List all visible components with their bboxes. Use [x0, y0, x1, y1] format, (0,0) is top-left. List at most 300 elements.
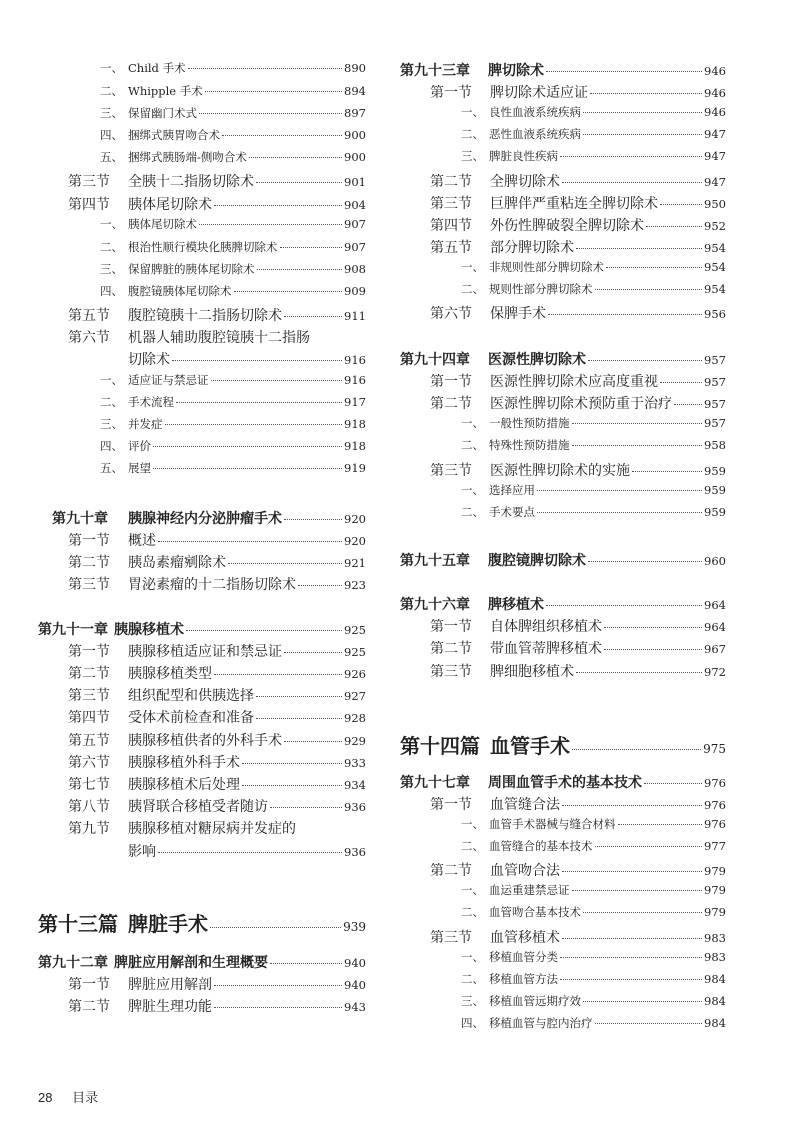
dot-leader [632, 471, 702, 472]
dot-leader [222, 135, 342, 136]
dot-leader [537, 512, 702, 513]
toc-entry-label: 一、 [100, 61, 123, 75]
toc-entry-label: 第一节 [430, 797, 472, 813]
toc-chapter-entry[interactable] [38, 619, 366, 639]
toc-entry-title: 移植血管远期疗效 [489, 994, 581, 1008]
toc-entry-label: 二、 [100, 395, 123, 409]
dot-leader [588, 561, 702, 562]
toc-subsection-entry[interactable] [461, 437, 726, 453]
toc-entry-label: 第十四篇 [400, 734, 480, 758]
toc-entry-label: 第二节 [68, 666, 110, 682]
toc-subsection-entry[interactable] [100, 283, 366, 299]
toc-page-number: 959 [704, 464, 726, 478]
toc-section-entry[interactable] [430, 794, 726, 814]
toc-entry-label: 一、 [461, 260, 484, 274]
toc-page-number: 975 [703, 742, 726, 756]
dot-leader [214, 985, 342, 986]
toc-subsection-entry[interactable] [461, 148, 726, 164]
dot-leader [583, 112, 702, 113]
toc-entry-label: 一、 [461, 817, 484, 831]
toc-entry-title: 手术要点 [489, 505, 535, 519]
toc-entry-title: 带血管蒂脾移植术 [490, 641, 602, 657]
toc-page-number: 947 [704, 175, 726, 189]
toc-page-number: 957 [704, 416, 726, 430]
toc-subsection-entry[interactable] [461, 993, 726, 1009]
toc-entry-label: 第九十二章 [38, 955, 108, 971]
toc-subsection-entry[interactable] [461, 816, 726, 832]
toc-subsection-entry[interactable] [461, 415, 726, 431]
dot-leader [270, 963, 342, 964]
toc-page-number: 977 [704, 839, 726, 853]
toc-entry-label: 第三节 [68, 577, 110, 593]
toc-page-number: 929 [344, 734, 366, 748]
toc-page-number: 947 [704, 127, 726, 141]
toc-subsection-entry[interactable] [461, 281, 726, 297]
toc-subsection-entry[interactable] [461, 949, 726, 965]
toc-entry-label: 第九节 [68, 821, 110, 837]
dot-leader [583, 134, 702, 135]
dot-leader [562, 871, 702, 872]
toc-entry-label: 第一节 [68, 644, 110, 660]
dot-leader [242, 763, 342, 764]
toc-section-entry[interactable] [68, 552, 366, 572]
dot-leader [199, 113, 342, 114]
toc-subsection-entry[interactable] [461, 504, 726, 520]
toc-section-entry[interactable] [68, 707, 366, 727]
toc-entry-label: 第二节 [430, 863, 472, 879]
dot-leader [256, 718, 342, 719]
toc-entry-label: 一、 [461, 950, 484, 964]
running-title: 目录 [72, 1090, 99, 1105]
toc-entry-title: 机器人辅助腹腔镜胰十二指肠 [128, 330, 310, 346]
toc-entry-label: 第一节 [68, 533, 110, 549]
dot-leader [588, 360, 702, 361]
toc-entry-label: 第七节 [68, 777, 110, 793]
dot-leader [256, 182, 342, 183]
toc-subsection-entry[interactable] [100, 127, 366, 143]
toc-subsection-entry[interactable] [461, 259, 726, 275]
toc-entry-title: 医源性脾切除术 [488, 352, 586, 368]
dot-leader [604, 627, 702, 628]
toc-section-entry[interactable] [430, 82, 726, 102]
toc-entry-title: 巨脾伴严重粘连全脾切除术 [490, 196, 658, 212]
toc-section-entry[interactable] [68, 194, 366, 214]
toc-entry-label: 三、 [100, 417, 123, 431]
toc-subsection-entry[interactable] [100, 372, 366, 388]
toc-section-entry[interactable] [430, 171, 726, 191]
toc-page-number: 954 [704, 241, 726, 255]
toc-page-number: 933 [344, 756, 366, 770]
toc-entry-title: 腹腔镜胰十二指肠切除术 [128, 308, 282, 324]
dot-leader [199, 224, 342, 225]
dot-leader [572, 423, 703, 424]
toc-section-entry[interactable] [68, 663, 366, 683]
dot-leader [214, 674, 342, 675]
toc-section-entry[interactable] [68, 574, 366, 594]
toc-part-entry[interactable] [400, 730, 726, 759]
toc-entry-title: 周围血管手术的基本技术 [488, 775, 642, 791]
dot-leader [228, 563, 342, 564]
toc-subsection-entry[interactable] [461, 838, 726, 854]
dot-leader [153, 468, 342, 469]
toc-section-entry[interactable] [68, 327, 366, 347]
toc-entry-label: 四、 [100, 284, 123, 298]
toc-subsection-entry[interactable] [100, 105, 366, 121]
toc-page-number: 946 [704, 86, 726, 100]
toc-section-entry[interactable] [430, 303, 726, 323]
page-number: 28 [38, 1090, 53, 1105]
toc-entry-title: 移植血管分类 [489, 950, 558, 964]
dot-leader [211, 380, 343, 381]
toc-section-entry[interactable] [430, 661, 726, 681]
toc-section-entry[interactable] [68, 796, 366, 816]
dot-leader [153, 446, 342, 447]
dot-leader [284, 741, 342, 742]
page-footer [38, 1087, 114, 1106]
toc-entry-title: 捆绑式胰肠端-侧吻合术 [128, 150, 247, 164]
toc-section-entry[interactable] [68, 774, 366, 794]
toc-entry-label: 一、 [100, 373, 123, 387]
dot-leader [576, 672, 702, 673]
dot-leader [562, 938, 702, 939]
toc-entry-title: 胰肾联合移植受者随访 [128, 799, 268, 815]
toc-subsection-entry[interactable] [461, 904, 726, 920]
toc-part-entry[interactable] [38, 908, 366, 937]
toc-entry-title: 脾移植术 [488, 597, 544, 613]
toc-entry-label: 第四节 [68, 710, 110, 726]
toc-chapter-entry[interactable] [38, 952, 366, 972]
toc-entry-title: 捆绑式胰胃吻合术 [128, 128, 220, 142]
dot-leader [537, 490, 702, 491]
toc-entry-title: 胰腺移植适应证和禁忌证 [128, 644, 282, 660]
dot-leader [606, 267, 702, 268]
toc-entry-label: 二、 [461, 905, 484, 919]
toc-page-number: 979 [704, 864, 726, 878]
toc-entry-title: 胰腺神经内分泌肿瘤手术 [128, 511, 282, 527]
toc-section-entry[interactable] [68, 752, 366, 772]
dot-leader [674, 404, 702, 405]
toc-page-number: 908 [344, 262, 366, 276]
toc-page-number: 916 [344, 353, 366, 367]
dot-leader [562, 805, 702, 806]
toc-entry-label: 第三节 [68, 174, 110, 190]
toc-section-entry[interactable] [68, 730, 366, 750]
dot-leader [214, 1007, 342, 1008]
toc-entry-label: 第四节 [68, 197, 110, 213]
toc-entry-title: 移植血管方法 [489, 972, 558, 986]
toc-subsection-entry[interactable] [100, 438, 366, 454]
toc-page-number: 919 [344, 461, 366, 475]
toc-entry-title: 展望 [128, 461, 151, 475]
toc-entry-label: 第二节 [430, 174, 472, 190]
dot-leader [644, 783, 702, 784]
dot-leader [249, 157, 342, 158]
toc-page-number: 894 [344, 84, 366, 98]
toc-entry-title: 适应证与禁忌证 [128, 373, 209, 387]
toc-subsection-entry[interactable] [100, 239, 366, 255]
dot-leader [595, 1023, 703, 1024]
toc-continuation-line[interactable] [128, 349, 366, 369]
toc-section-entry[interactable] [68, 974, 366, 994]
toc-section-entry[interactable] [68, 996, 366, 1016]
toc-subsection-entry[interactable] [100, 394, 366, 410]
toc-entry-label: 第三节 [68, 688, 110, 704]
toc-section-entry[interactable] [430, 371, 726, 391]
toc-entry-label: 第九十章 [52, 511, 108, 527]
toc-entry-label: 第一节 [68, 977, 110, 993]
toc-page-number: 890 [344, 61, 366, 75]
toc-page-number: 983 [704, 950, 726, 964]
toc-page-number: 950 [704, 197, 726, 211]
toc-entry-label: 三、 [461, 994, 484, 1008]
dot-leader [572, 890, 703, 891]
dot-leader [165, 424, 343, 425]
toc-section-entry[interactable] [68, 171, 366, 191]
toc-page-number: 954 [704, 282, 726, 296]
toc-entry-title: 根治性顺行模块化胰脾切除术 [128, 240, 278, 254]
toc-section-entry[interactable] [430, 616, 726, 636]
toc-entry-title: 腹腔镜胰体尾切除术 [128, 284, 232, 298]
toc-chapter-entry[interactable] [400, 60, 726, 80]
toc-entry-title: 血运重建禁忌证 [489, 883, 570, 897]
toc-page-number: 920 [344, 512, 366, 526]
toc-section-entry[interactable] [430, 860, 726, 880]
toc-page-number: 900 [344, 150, 366, 164]
toc-entry-label: 第三节 [430, 930, 472, 946]
toc-entry-title: 脾脏应用解剖 [128, 977, 212, 993]
toc-entry-label: 五、 [100, 150, 123, 164]
toc-entry-title: 自体脾组织移植术 [490, 619, 602, 635]
dot-leader [546, 605, 702, 606]
toc-page-number: 940 [344, 956, 366, 970]
dot-leader [270, 807, 342, 808]
toc-entry-title: 脾细胞移植术 [490, 664, 574, 680]
toc-page-number: 964 [704, 598, 726, 612]
toc-entry-title: 全胰十二指肠切除术 [128, 174, 254, 190]
toc-entry-label: 一、 [461, 105, 484, 119]
toc-page-number: 967 [704, 642, 726, 656]
toc-subsection-entry[interactable] [461, 126, 726, 142]
toc-subsection-entry[interactable] [100, 460, 366, 476]
toc-entry-title: 非规则性部分脾切除术 [489, 260, 604, 274]
toc-page-number: 936 [344, 845, 366, 859]
toc-section-entry[interactable] [430, 927, 726, 947]
toc-section-entry[interactable] [430, 215, 726, 235]
toc-page-number: 947 [704, 149, 726, 163]
toc-entry-title: 胰腺移植对糖尿病并发症的 [128, 821, 296, 837]
toc-entry-title: 胰体尾切除术 [128, 217, 197, 231]
toc-entry-title: 胰腺移植供者的外科手术 [128, 733, 282, 749]
toc-page-number: 952 [704, 219, 726, 233]
toc-page-number: 926 [344, 667, 366, 681]
toc-entry-label: 第九十七章 [400, 775, 470, 791]
toc-entry-title: 保留脾脏的胰体尾切除术 [128, 262, 255, 276]
toc-chapter-entry[interactable] [400, 550, 726, 570]
toc-page-number: 972 [704, 665, 726, 679]
toc-page-number: 957 [704, 397, 726, 411]
toc-entry-title: 并发症 [128, 417, 163, 431]
toc-entry-label: 四、 [461, 1016, 484, 1030]
toc-page-number: 946 [704, 64, 726, 78]
toc-entry-title: 概述 [128, 533, 156, 549]
toc-page-number: 957 [704, 375, 726, 389]
dot-leader [298, 585, 342, 586]
toc-section-entry[interactable] [68, 641, 366, 661]
toc-page-number: 921 [344, 556, 366, 570]
toc-entry-label: 第三节 [430, 664, 472, 680]
dot-leader [595, 289, 703, 290]
toc-page-number: 959 [704, 483, 726, 497]
dot-leader [560, 957, 702, 958]
toc-page-number: 918 [344, 417, 366, 431]
toc-entry-label: 第九十五章 [400, 553, 470, 569]
toc-page-number: 954 [704, 260, 726, 274]
toc-section-entry[interactable] [68, 305, 366, 325]
toc-subsection-entry[interactable] [100, 60, 366, 76]
dot-leader [158, 541, 342, 542]
toc-entry-title: 胃泌素瘤的十二指肠切除术 [128, 577, 296, 593]
toc-entry-title: 胰腺移植术后处理 [128, 777, 240, 793]
toc-page-number: 897 [344, 106, 366, 120]
toc-continuation-line[interactable] [128, 841, 366, 861]
toc-entry-title: 保脾手术 [490, 306, 546, 322]
toc-entry-label: 第六节 [430, 306, 472, 322]
toc-page-number: 983 [704, 931, 726, 945]
toc-entry-title: 全脾切除术 [490, 174, 560, 190]
toc-entry-title: 恶性血液系统疾病 [489, 127, 581, 141]
toc-entry-title: 腹腔镜脾切除术 [488, 553, 586, 569]
dot-leader [646, 226, 702, 227]
toc-entry-title: 血管手术器械与缝合材料 [489, 817, 616, 831]
toc-entry-label: 第五节 [430, 240, 472, 256]
dot-leader [660, 204, 702, 205]
toc-subsection-entry[interactable] [461, 104, 726, 120]
toc-entry-title: 医源性脾切除术的实施 [490, 463, 630, 479]
toc-entry-title: 胰腺移植类型 [128, 666, 212, 682]
dot-leader [548, 314, 702, 315]
toc-page-number: 925 [344, 645, 366, 659]
toc-page-number: 939 [343, 920, 366, 934]
toc-page-number: 940 [344, 978, 366, 992]
toc-entry-title: 手术流程 [128, 395, 174, 409]
toc-section-entry[interactable] [430, 237, 726, 257]
toc-section-entry[interactable] [430, 638, 726, 658]
toc-subsection-entry[interactable] [461, 971, 726, 987]
toc-section-entry[interactable] [68, 685, 366, 705]
toc-entry-label: 四、 [100, 439, 123, 453]
toc-page-number: 958 [704, 438, 726, 452]
toc-page-number: 976 [704, 776, 726, 790]
toc-entry-label: 第二节 [430, 396, 472, 412]
toc-page-number: 928 [344, 711, 366, 725]
toc-entry-title: 受体术前检查和准备 [128, 710, 254, 726]
toc-page-number: 901 [344, 175, 366, 189]
toc-entry-label: 第六节 [68, 330, 110, 346]
toc-chapter-entry[interactable] [400, 594, 726, 614]
toc-page-number: 916 [344, 373, 366, 387]
toc-entry-title: 医源性脾切除术应高度重视 [490, 374, 658, 390]
toc-entry-label: 第五节 [68, 308, 110, 324]
toc-entry-title: 移植血管与腔内治疗 [489, 1016, 593, 1030]
toc-page-number: 946 [704, 105, 726, 119]
toc-entry-label: 一、 [100, 217, 123, 231]
toc-page-number: 984 [704, 994, 726, 1008]
dot-leader [158, 852, 342, 853]
toc-page-number: 957 [704, 353, 726, 367]
toc-entry-label: 第九十三章 [400, 63, 470, 79]
toc-page-number: 900 [344, 128, 366, 142]
toc-entry-label: 第八节 [68, 799, 110, 815]
toc-entry-title: 脾切除术 [488, 63, 544, 79]
toc-entry-label: 第九十四章 [400, 352, 470, 368]
toc-chapter-entry[interactable] [52, 508, 366, 528]
toc-subsection-entry[interactable] [100, 261, 366, 277]
dot-leader [590, 93, 702, 94]
toc-section-entry[interactable] [430, 460, 726, 480]
toc-entry-label: 二、 [461, 438, 484, 452]
toc-entry-label: 一、 [461, 883, 484, 897]
toc-section-entry[interactable] [430, 393, 726, 413]
toc-subsection-entry[interactable] [100, 149, 366, 165]
toc-entry-title: 血管移植术 [490, 930, 560, 946]
toc-entry-label: 一、 [461, 416, 484, 430]
dot-leader [562, 182, 702, 183]
toc-page-number: 936 [344, 800, 366, 814]
toc-page-number: 920 [344, 534, 366, 548]
toc-page-number: 907 [344, 217, 366, 231]
toc-section-entry[interactable] [68, 818, 366, 838]
dot-leader [284, 652, 342, 653]
toc-entry-title: 保留幽门术式 [128, 106, 197, 120]
toc-subsection-entry[interactable] [461, 482, 726, 498]
toc-entry-title: 胰腺移植外科手术 [128, 755, 240, 771]
dot-leader [604, 649, 702, 650]
toc-page-number: 923 [344, 578, 366, 592]
toc-entry-label: 第三节 [430, 196, 472, 212]
toc-page-number: 976 [704, 798, 726, 812]
toc-subsection-entry[interactable] [100, 416, 366, 432]
toc-entry-label: 第五节 [68, 733, 110, 749]
toc-entry-label: 第三节 [430, 463, 472, 479]
toc-entry-label: 三、 [100, 106, 123, 120]
toc-entry-title: 脾脏应用解剖和生理概要 [114, 955, 268, 971]
toc-entry-label: 第二节 [430, 641, 472, 657]
toc-page-number: 909 [344, 284, 366, 298]
dot-leader [660, 382, 702, 383]
toc-chapter-entry[interactable] [400, 349, 726, 369]
toc-entry-title: 切除术 [128, 352, 170, 368]
dot-leader [284, 519, 342, 520]
toc-subsection-entry[interactable] [100, 83, 366, 99]
dot-leader [280, 247, 343, 248]
toc-entry-title: 血管手术 [490, 734, 570, 758]
toc-page-number: 927 [344, 689, 366, 703]
toc-chapter-entry[interactable] [400, 772, 726, 792]
toc-subsection-entry[interactable] [461, 1015, 726, 1031]
toc-section-entry[interactable] [430, 193, 726, 213]
toc-entry-title: Child 手术 [128, 61, 186, 75]
toc-entry-title: 胰岛素瘤剜除术 [128, 555, 226, 571]
toc-subsection-entry[interactable] [461, 882, 726, 898]
toc-entry-label: 第四节 [430, 218, 472, 234]
toc-entry-title: 血管吻合法 [490, 863, 560, 879]
toc-subsection-entry[interactable] [100, 216, 366, 232]
toc-entry-title: 胰腺移植术 [114, 622, 184, 638]
toc-page-number: 911 [344, 309, 366, 323]
toc-entry-title: 外伤性脾破裂全脾切除术 [490, 218, 644, 234]
toc-entry-title: 评价 [128, 439, 151, 453]
toc-section-entry[interactable] [68, 530, 366, 550]
